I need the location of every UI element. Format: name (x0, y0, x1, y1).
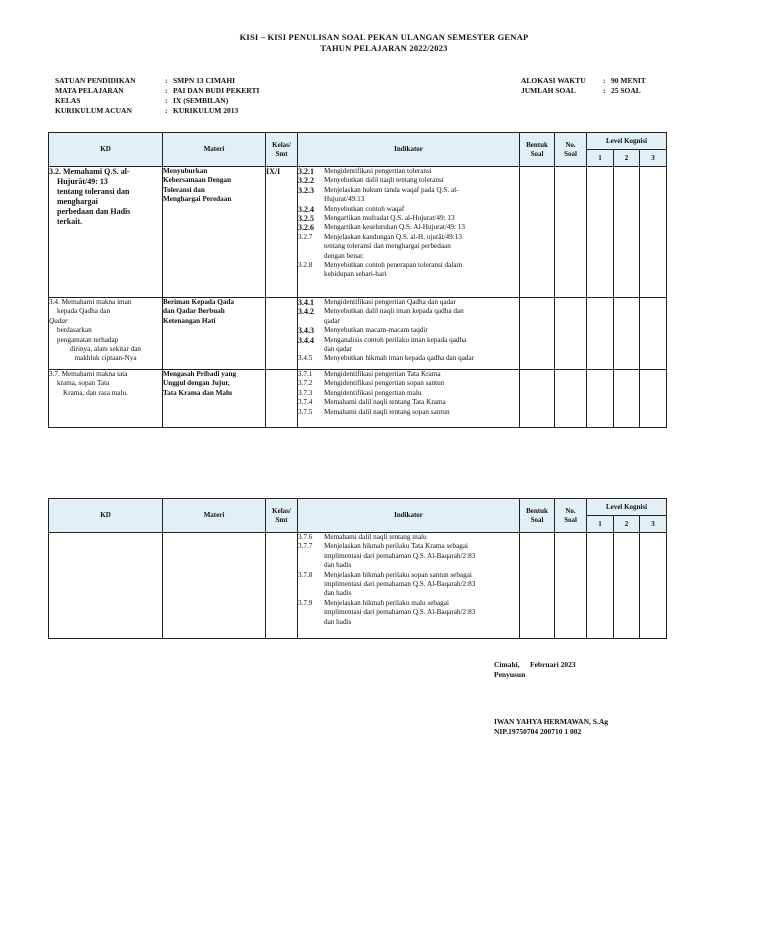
indicator-text: Menjelaskan hikmah perilaku Tata Krama sebagai (324, 542, 469, 551)
info-row (55, 96, 259, 106)
info-row (521, 76, 646, 86)
indicator-item (298, 542, 519, 551)
level-3-cell (640, 167, 667, 298)
header-materi: Materi (163, 499, 266, 533)
info-key: JUMLAH SOAL (521, 86, 576, 95)
indicator-number: 3.2.3 (298, 185, 314, 195)
info-sep: : (603, 76, 606, 85)
header-kelas: Kelas/ Smt (266, 133, 298, 167)
indicator-list (298, 167, 520, 298)
indicator-item (298, 599, 519, 608)
level-3-cell (640, 298, 667, 370)
table-row (49, 370, 667, 428)
info-key: SATUAN PENDIDIKAN (55, 76, 136, 85)
indicator-number: 3.4.1 (298, 298, 314, 307)
indicator-text: Menyebutkan hikmah iman kepada qadha dan qadar (324, 354, 475, 363)
kd-cell (49, 533, 163, 639)
signature-city: Cimahi, (494, 660, 520, 669)
level-1-cell (587, 167, 614, 298)
header-bentuk-soal: Bentuk Soal (520, 133, 555, 167)
info-value: 90 MENIT (611, 76, 646, 85)
indicator-text: dan hadis (324, 589, 352, 598)
indicator-item (298, 408, 519, 417)
indicator-text: Menyebutkan dalil naqli iman kepada qadha dan (324, 307, 464, 316)
indicator-item (298, 233, 519, 242)
level-2-cell (614, 298, 640, 370)
indicator-number: 3.2.5 (298, 214, 314, 224)
indicator-item (298, 261, 519, 270)
info-row (55, 76, 259, 86)
indicator-text: Menyebutkan contoh penerapan toleransi dalam (324, 261, 463, 270)
indicator-item (298, 307, 519, 316)
bentuk-soal-cell (520, 167, 555, 298)
signature-block (494, 660, 576, 680)
indicator-text: Hujurat/49:13 (324, 195, 365, 204)
indicator-text: Memahami dalil naqli tentang sopan santun (324, 407, 450, 416)
bentuk-soal-cell (520, 533, 555, 639)
header-level-2: 2 (614, 150, 640, 167)
indicator-text: Menjelaskan hukum tanda waqaf pada Q.S. al- (324, 185, 459, 194)
info-sep: : (165, 86, 168, 95)
indicator-item (298, 298, 519, 307)
document-title: KISI – KISI PENULISAN SOAL PEKAN ULANGAN SEMESTER GENAP (239, 32, 529, 42)
bentuk-soal-cell (520, 370, 555, 428)
indicator-text: Mengartikan mufradat Q.S. al-Hujurat/49: 13 (324, 214, 455, 223)
indicator-text: dan qadar (324, 345, 353, 354)
header-level-2: 2 (614, 516, 640, 533)
info-row (55, 86, 259, 96)
indicator-text: Menjelaskan kandungan Q.S. al-H. ujurāt/49:13 (324, 232, 462, 241)
info-sep: : (165, 76, 168, 85)
indicator-number: 3.7.8 (298, 570, 313, 579)
indicator-number: 3.7.5 (298, 407, 313, 416)
kd-cell: 3.4. Memahami makna iman kepada Qadha dan Qadar berdasarkan pengamatan terhadap dirinya, alam sekitar dan makhluk ciptaan-Nya (49, 298, 163, 370)
kisi-table-1 (48, 132, 667, 428)
kelas-cell (266, 298, 298, 370)
indicator-item (298, 223, 519, 232)
signature-name-block (494, 717, 608, 737)
indicator-text: dan hadis (324, 617, 352, 626)
indicator-item (298, 533, 519, 542)
indicator-text: Mengartikan keseluruhan Q.S. Al-Hujurat/49: 13 (324, 223, 465, 232)
indicator-text: implimentasi dari pemahaman Q.S. Al-Baqarah/2:83 (324, 608, 476, 617)
indicator-text: Menjelaskan hikmah perilaku sopan santun sebagai (324, 570, 472, 579)
indicator-number: 3.7.3 (298, 388, 313, 397)
level-2-cell (614, 533, 640, 639)
level-3-cell (640, 370, 667, 428)
header-level-kognisi: Level Kognisi (587, 499, 667, 516)
info-key: MATA PELAJARAN (55, 86, 124, 95)
header-kd: KD (49, 133, 163, 167)
indicator-list (298, 370, 520, 428)
header-no-soal: No. Soal (555, 499, 587, 533)
indicator-item (298, 389, 519, 398)
indicator-text: Menyebutkan macam-macam taqdir (324, 326, 428, 335)
indicator-number: 3.4.2 (298, 307, 314, 317)
indicator-text: Memahami dalil naqli tentang Tata Krama (324, 398, 446, 407)
info-row (521, 86, 646, 96)
header-level-3: 3 (640, 516, 667, 533)
no-soal-cell (555, 533, 587, 639)
info-row (55, 106, 259, 116)
level-3-cell (640, 533, 667, 639)
info-key: ALOKASI WAKTU (521, 76, 586, 85)
indicator-number: 3.2.2 (298, 176, 314, 186)
level-2-cell (614, 370, 640, 428)
indicator-number: 3.2.1 (298, 167, 314, 176)
indicator-list (298, 533, 520, 639)
table-row (49, 298, 667, 370)
indicator-number: 3.7.6 (298, 533, 313, 541)
info-sep: : (603, 86, 606, 95)
info-sep: : (165, 96, 168, 105)
header-level-1: 1 (587, 516, 614, 533)
indicator-item (298, 326, 519, 335)
indicator-item (298, 370, 519, 379)
indicator-text: qadar (324, 316, 340, 325)
info-left (55, 76, 259, 116)
info-value: KURIKULUM 2013 (173, 106, 239, 115)
signature-name: IWAN YAHYA HERMAWAN, S.Ag (494, 717, 608, 726)
kelas-cell (266, 370, 298, 428)
indicator-text: Mengidentifikasi pengertian Qadha dan qadar (324, 298, 456, 306)
indicator-text: implimentasi dari pemahaman Q.S. Al-Baqarah/2:83 (324, 580, 476, 589)
indicator-text: Mengidentifikasi pengertian toleransi (324, 167, 432, 175)
indicator-item (298, 379, 519, 388)
signature-date: Februari 2023 (530, 660, 576, 669)
header-no-soal: No. Soal (555, 133, 587, 167)
info-sep: : (165, 106, 168, 115)
header-kelas: Kelas/ Smt (266, 499, 298, 533)
table-row (49, 167, 667, 298)
header-kd: KD (49, 499, 163, 533)
indicator-text: tentang toleransi dan menghargai perbedaan (324, 242, 451, 251)
indicator-text: dan hadis (324, 561, 352, 570)
indicator-text: Menjelaskan hikmah perilaku malu sebagai (324, 598, 449, 607)
kisi-table-2 (48, 498, 667, 639)
indicator-number: 3.7.1 (298, 370, 313, 378)
signature-role: Penyusun (494, 670, 526, 679)
bentuk-soal-cell (520, 298, 555, 370)
indicator-text: Menyebutkan dalil naqli tentang toleransi (324, 176, 444, 185)
indicator-item (298, 398, 519, 407)
info-key: KELAS (55, 96, 81, 105)
signature-nip: NIP.19750704 200710 1 002 (494, 727, 582, 736)
header-level-kognisi: Level Kognisi (587, 133, 667, 150)
indicator-text: implimentasi dari pemahaman Q.S. Al-Baqarah/2:83 (324, 551, 476, 560)
kd-cell: 3.2. Memahami Q.S. al- Hujurāt/49: 13 tentang toleransi dan menghargai perbedaan dan Hadis terkait. (49, 167, 163, 298)
indicator-text: Menyebutkan contoh waqaf (324, 204, 405, 213)
no-soal-cell (555, 167, 587, 298)
info-value: SMPN 13 CIMAHI (173, 76, 236, 85)
header-indikator: Indikator (298, 499, 520, 533)
info-value: 25 SOAL (611, 86, 641, 95)
indicator-number: 3.4.5 (298, 354, 313, 363)
indicator-item (298, 176, 519, 185)
kelas-cell: IX/I (266, 167, 298, 298)
indicator-item (298, 571, 519, 580)
info-value: PAI DAN BUDI PEKERTI (173, 86, 260, 95)
indicator-number: 3.7.2 (298, 379, 313, 388)
indicator-number: 3.2.8 (298, 261, 313, 270)
no-soal-cell (555, 370, 587, 428)
header-bentuk-soal: Bentuk Soal (520, 499, 555, 533)
indicator-item (298, 354, 519, 363)
document-subtitle: TAHUN PELAJARAN 2022/2023 (320, 43, 448, 53)
level-1-cell (587, 298, 614, 370)
indicator-number: 3.4.4 (298, 335, 314, 345)
table-row (49, 533, 667, 639)
indicator-number: 3.2.7 (298, 232, 313, 241)
kd-cell: 3.7. Memahami makna tata krama, sopan Tata Krama, dan rasa malu. (49, 370, 163, 428)
indicator-text: Memahami dalil naqli tentang malu (324, 533, 427, 541)
indicator-item (298, 205, 519, 214)
indicator-list (298, 298, 520, 370)
indicator-text: Mengidentifikasi pengertian malu (324, 388, 422, 397)
info-right (521, 76, 646, 96)
info-key: KURIKULUM ACUAN (55, 106, 132, 115)
indicator-number: 3.7.7 (298, 542, 313, 551)
level-1-cell (587, 533, 614, 639)
info-value: IX (SEMBILAN) (173, 96, 229, 105)
no-soal-cell (555, 298, 587, 370)
indicator-text: dengan benar. (324, 251, 364, 260)
indicator-item (298, 167, 519, 176)
level-2-cell (614, 167, 640, 298)
header-level-3: 3 (640, 150, 667, 167)
indicator-text: Menganalisis contoh perilaku iman kepada qadha (324, 335, 467, 344)
materi-cell: Beriman Kepada Qada dan Qadar Berbuah Ketenangan Hati (163, 298, 266, 370)
indicator-item (298, 336, 519, 345)
header-materi: Materi (163, 133, 266, 167)
materi-cell: Menyuburkan Kebersamaan Dengan Toleransi dan Menghargai Peredaan (163, 167, 266, 298)
indicator-item (298, 186, 519, 195)
materi-cell: Mengasah Pribadi yang Unggul dengan Jujur, Tata Krama dan Malu (163, 370, 266, 428)
header-indikator: Indikator (298, 133, 520, 167)
header-level-1: 1 (587, 150, 614, 167)
indicator-number: 3.2.6 (298, 223, 314, 233)
indicator-text: Mengidentifikasi pengertian sopan santun (324, 379, 445, 388)
kelas-cell (266, 533, 298, 639)
indicator-number: 3.7.9 (298, 598, 313, 607)
indicator-number: 3.4.3 (298, 326, 314, 336)
indicator-text: Mengidentifikasi pengertian Tata Krama (324, 370, 441, 378)
materi-cell (163, 533, 266, 639)
indicator-number: 3.7.4 (298, 398, 313, 407)
indicator-text: kehidupan sehari-hari (324, 270, 387, 279)
indicator-number: 3.2.4 (298, 204, 314, 214)
level-1-cell (587, 370, 614, 428)
indicator-item (298, 214, 519, 223)
